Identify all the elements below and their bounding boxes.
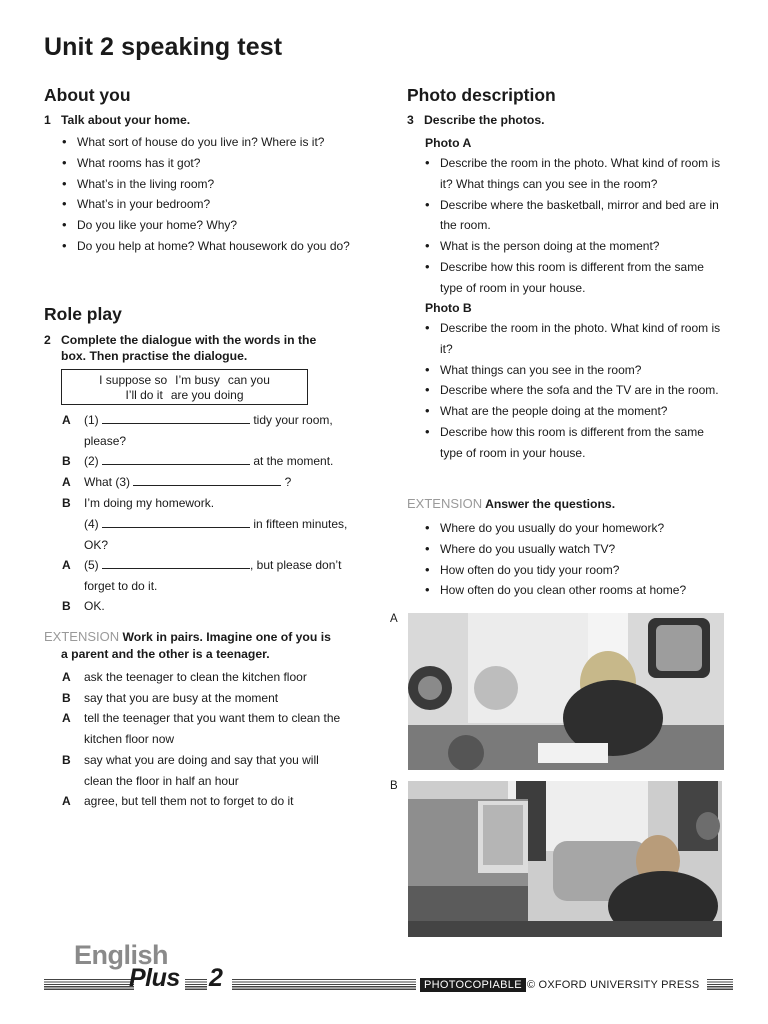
photo-b-image	[408, 781, 722, 937]
photo-a-question: • Describe where the basketball, mirror and bed are in the room.	[425, 195, 725, 237]
dialogue-line	[62, 410, 333, 452]
dialogue-line	[62, 493, 214, 514]
about-question: • Do you like your home? Why?	[62, 215, 362, 236]
box-word: I’m busy	[175, 373, 220, 387]
task-2-instruction	[44, 332, 316, 364]
dialogue-line	[62, 451, 333, 472]
page-title: Unit 2 speaking test	[44, 33, 283, 61]
task-3-instruction	[407, 112, 545, 128]
speaker-label: A	[62, 711, 71, 725]
box-word: I’ll do it	[125, 387, 163, 402]
photo-b-question: • Describe the room in the photo. What kind of room is it?	[425, 318, 725, 360]
photo-b-label: Photo B	[425, 301, 472, 315]
extension-text-line1: Work in pairs. Imagine one of you is	[122, 630, 331, 644]
photo-b-question: • Describe how this room is different from the same type of room in your house.	[425, 422, 725, 464]
box-word: I suppose so	[99, 373, 168, 387]
dialogue-text: (4)	[84, 517, 102, 531]
extension-question: • How often do you tidy your room?	[425, 560, 745, 581]
living-room-photo-illustration	[408, 781, 722, 937]
footer-stripes-end	[707, 979, 733, 991]
photo-b-question: • What are the people doing at the moment?	[425, 401, 725, 422]
speaker-label: A	[62, 670, 71, 684]
dialogue-text: (1)	[84, 413, 102, 427]
extension-text: Answer the questions.	[485, 497, 616, 511]
dialogue-line	[62, 514, 347, 556]
extension-task: clean the floor in half an hour	[84, 773, 239, 788]
dialogue-text: OK?	[84, 537, 109, 552]
dialogue-line	[62, 555, 341, 597]
task-text-line2: box. Then practise the dialogue.	[61, 349, 248, 363]
extension-line	[62, 667, 307, 688]
dialogue-text: OK.	[84, 599, 105, 613]
box-word: can you	[227, 373, 270, 387]
extension-task: say what you are doing and say that you will	[84, 753, 319, 767]
photo-a-label: Photo A	[425, 136, 472, 150]
about-question: • Do you help at home? What housework do you do?	[62, 236, 362, 257]
photo-extension	[407, 496, 737, 513]
extension-line	[62, 708, 340, 750]
dialogue-text: (5)	[84, 558, 102, 572]
extension-question: • Where do you usually watch TV?	[425, 539, 745, 560]
word-box	[61, 369, 308, 405]
role-play-heading: Role play	[44, 304, 122, 324]
photo-extension-questions	[425, 518, 745, 601]
speaker-label: A	[62, 794, 71, 808]
about-you-questions	[62, 132, 362, 257]
about-question: • What sort of house do you live in? Where is it?	[62, 132, 362, 153]
box-word: are you doing	[170, 387, 244, 402]
dialogue-text: ?	[281, 475, 292, 489]
bedroom-photo-illustration	[408, 613, 724, 770]
task-text-line1: Complete the dialogue with the words in the	[61, 333, 317, 347]
task-text: Describe the photos.	[424, 113, 545, 127]
dialogue-text: in fifteen minutes,	[250, 517, 348, 531]
dialogue-text: , but please don’t	[250, 558, 342, 572]
about-you-heading: About you	[44, 85, 131, 105]
about-question: • What’s in the living room?	[62, 174, 362, 195]
answer-blank[interactable]	[102, 452, 250, 465]
about-question: • What rooms has it got?	[62, 153, 362, 174]
task-number: 2	[44, 333, 51, 347]
photo-a-letter: A	[390, 613, 398, 625]
dialogue-line	[62, 472, 291, 493]
extension-label: EXTENSION	[407, 496, 483, 511]
extension-task: kitchen floor now	[84, 731, 175, 746]
speaker-label: B	[62, 496, 71, 510]
photo-b-questions	[425, 318, 725, 464]
footer-stripes-mid	[185, 979, 207, 991]
extension-task: say that you are busy at the moment	[84, 691, 279, 705]
extension-question: • How often do you clean other rooms at home?	[425, 580, 745, 601]
dialogue-text: (2)	[84, 454, 102, 468]
publisher-credit: © OXFORD UNIVERSITY PRESS	[527, 979, 700, 991]
photo-a-question: • What is the person doing at the moment?	[425, 236, 725, 257]
extension-label: EXTENSION	[44, 629, 120, 644]
about-question: • What’s in your bedroom?	[62, 194, 362, 215]
footer-stripes-right	[232, 979, 416, 991]
task-number: 1	[44, 113, 51, 127]
speaker-label: B	[62, 691, 71, 705]
dialogue-text: I’m doing my homework.	[84, 496, 215, 510]
speaker-label: A	[62, 475, 71, 489]
speaker-label: A	[62, 413, 71, 427]
extension-task: agree, but tell them not to forget to do it	[84, 794, 294, 808]
dialogue-text: What (3)	[84, 475, 134, 489]
dialogue-text: please?	[84, 433, 127, 448]
task-text: Talk about your home.	[61, 113, 191, 127]
logo-level-number: 2	[209, 964, 223, 992]
logo-english: English	[74, 940, 169, 970]
photo-a-question: • Describe the room in the photo. What kind of room is it? What things can you see in the room?	[425, 153, 725, 195]
speaker-label: B	[62, 454, 71, 468]
photocopiable-badge: PHOTOCOPIABLE	[420, 978, 526, 992]
answer-blank[interactable]	[102, 411, 250, 424]
photo-b-letter: B	[390, 780, 398, 792]
photo-a-questions	[425, 153, 725, 299]
photo-a-question: • Describe how this room is different from the same type of room in your house.	[425, 257, 725, 299]
photo-description-heading: Photo description	[407, 85, 556, 105]
photo-b-question: • What things can you see in the room?	[425, 360, 725, 381]
extension-line	[62, 688, 278, 709]
speaker-label: A	[62, 558, 71, 572]
dialogue-text: at the moment.	[250, 454, 334, 468]
dialogue-text: forget to do it.	[84, 578, 158, 593]
answer-blank[interactable]	[102, 556, 250, 569]
answer-blank[interactable]	[133, 473, 281, 486]
extension-line	[62, 750, 319, 792]
footer-stripes-left	[44, 979, 134, 991]
task-1-instruction	[44, 112, 190, 128]
logo-plus: Plus	[129, 964, 180, 992]
speaker-label: B	[62, 599, 71, 613]
task-number: 3	[407, 113, 414, 127]
speaker-label: B	[62, 753, 71, 767]
dialogue-line	[62, 596, 105, 617]
photo-a-image	[408, 613, 724, 770]
dialogue-text: tidy your room,	[250, 413, 333, 427]
extension-text-line2: a parent and the other is a teenager.	[61, 646, 270, 661]
role-play-extension	[44, 629, 364, 662]
extension-task: tell the teenager that you want them to clean the	[84, 711, 341, 725]
answer-blank[interactable]	[102, 515, 250, 528]
extension-task: ask the teenager to clean the kitchen floor	[84, 670, 307, 684]
photo-b-question: • Describe where the sofa and the TV are in the room.	[425, 380, 725, 401]
extension-line	[62, 791, 293, 812]
extension-question: • Where do you usually do your homework?	[425, 518, 745, 539]
